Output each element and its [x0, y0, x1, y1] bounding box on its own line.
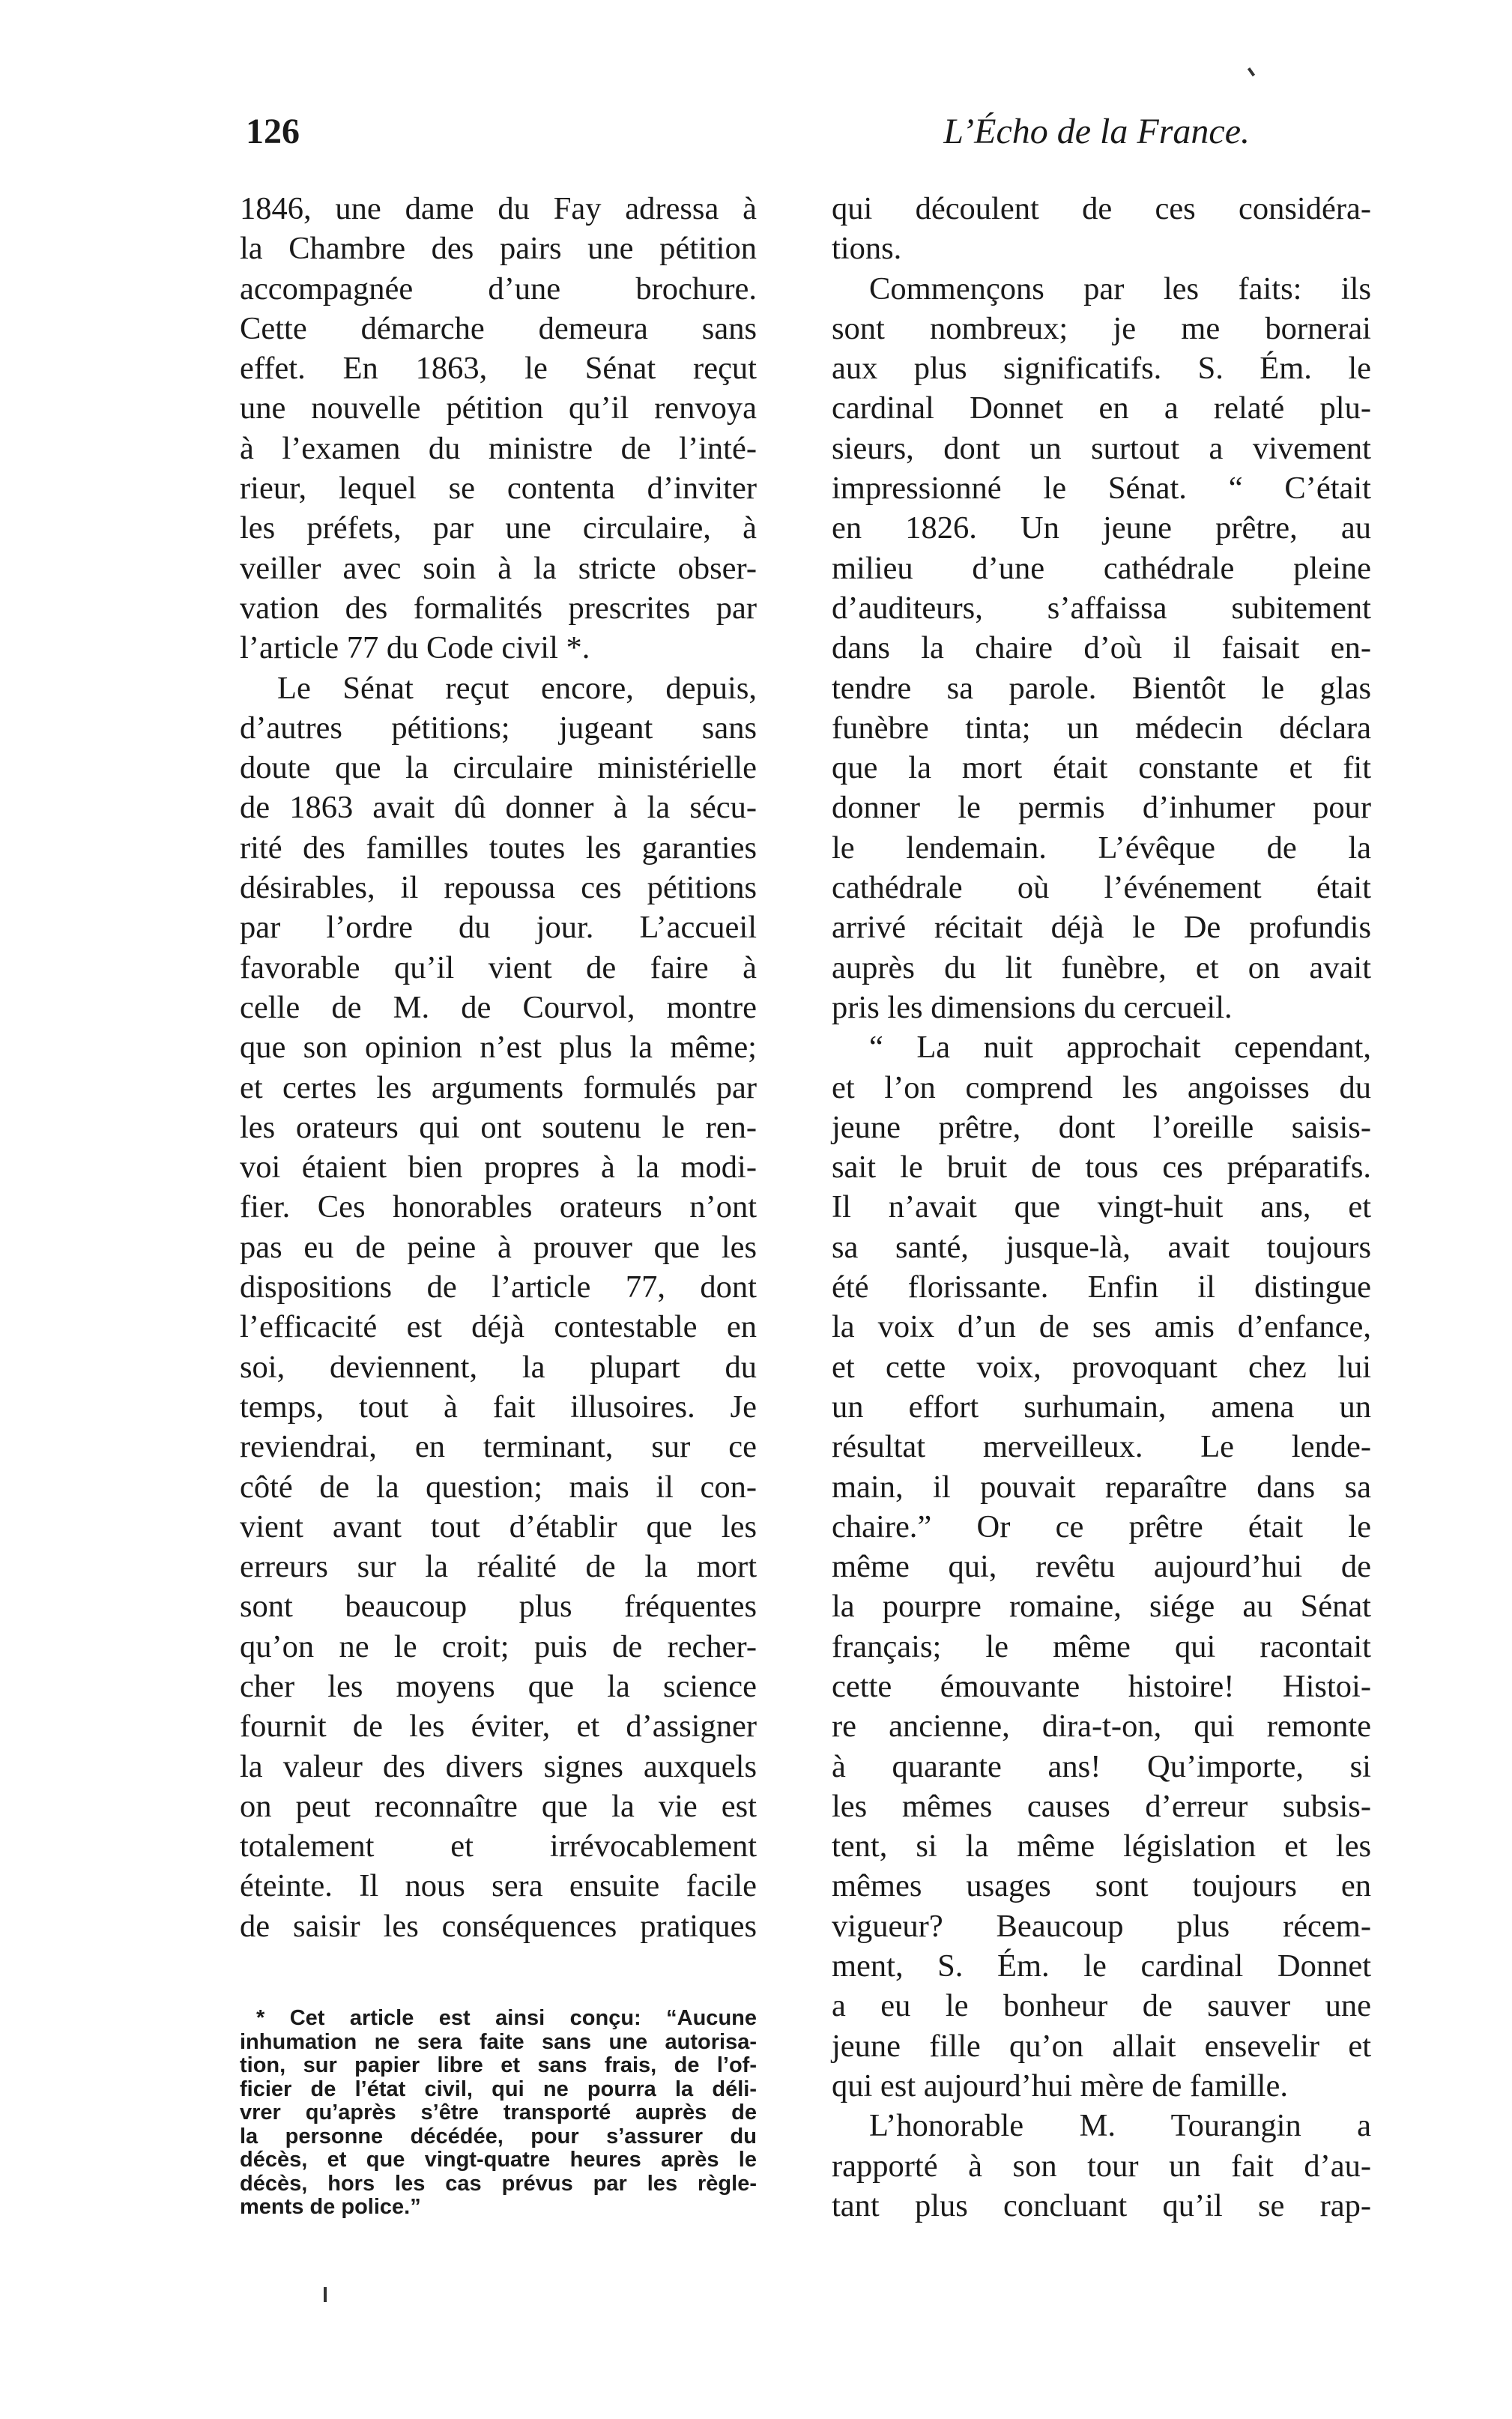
- text-line: les préfets, par une circulaire, à: [240, 510, 757, 546]
- text-line: sa santé, jusque-là, avait toujours: [832, 1229, 1371, 1265]
- text-line: résultat merveilleux. Le lende-: [832, 1429, 1371, 1465]
- text-line: l’article 77 du Code civil *.: [240, 630, 590, 666]
- text-line: une nouvelle pétition qu’il renvoya: [240, 390, 757, 426]
- text-line: on peut reconnaître que la vie est: [240, 1788, 757, 1824]
- text-line: et l’on comprend les angoisses du: [832, 1069, 1371, 1105]
- text-line: à quarante ans! Qu’importe, si: [832, 1748, 1371, 1784]
- footnote-line: ments de police.”: [240, 2195, 421, 2219]
- text-line: milieu d’une cathédrale pleine: [832, 550, 1371, 586]
- text-line: sait le bruit de tous ces préparatifs.: [832, 1150, 1371, 1186]
- text-line: de saisir les conséquences pratiques: [240, 1908, 757, 1944]
- text-line: doute que la circulaire ministérielle: [240, 750, 757, 786]
- text-line: fournit de les éviter, et d’assigner: [240, 1709, 757, 1745]
- text-line: de 1863 avait dû donner à la sécu-: [240, 790, 757, 826]
- text-line: tent, si la même législation et les: [832, 1828, 1371, 1864]
- text-line: Commençons par les faits: ils: [869, 271, 1371, 306]
- text-line: et certes les arguments formulés par: [240, 1069, 757, 1105]
- text-line: donner le permis d’inhumer pour: [832, 790, 1371, 826]
- footnote-line: décès, hors les cas prévus par les règle-: [240, 2171, 757, 2196]
- text-line: même qui, revêtu aujourd’hui de: [832, 1549, 1371, 1585]
- text-line: côté de la question; mais il con-: [240, 1469, 757, 1505]
- text-line: pris les dimensions du cercueil.: [832, 989, 1233, 1025]
- text-line: re ancienne, dira-t-on, qui remonte: [832, 1709, 1371, 1745]
- text-line: d’autres pétitions; jugeant sans: [240, 710, 757, 746]
- text-line: favorable qu’il vient de faire à: [240, 949, 757, 985]
- text-line: en 1826. Un jeune prêtre, au: [832, 510, 1371, 546]
- footnote: [240, 2007, 757, 2220]
- text-line: pas eu de peine à prouver que les: [240, 1229, 757, 1265]
- text-line: funèbre tinta; un médecin déclara: [832, 710, 1371, 746]
- scan-speck: [324, 2287, 327, 2302]
- text-line: vation des formalités prescrites par: [240, 590, 757, 626]
- text-line: a eu le bonheur de sauver une: [832, 1988, 1371, 2024]
- text-line: accompagnée d’une brochure.: [240, 271, 757, 306]
- text-line: effet. En 1863, le Sénat reçut: [240, 351, 757, 387]
- text-line: voi étaient bien propres à la modi-: [240, 1150, 757, 1186]
- text-line: vient avant tout d’établir que les: [240, 1509, 757, 1544]
- text-line: arrivé récitait déjà le De profundis: [832, 910, 1371, 946]
- left-column: [240, 189, 757, 1946]
- text-line: Il n’avait que vingt-huit ans, et: [832, 1189, 1371, 1225]
- text-line: sont nombreux; je me bornerai: [832, 310, 1371, 346]
- text-line: impressionné le Sénat. “ C’était: [832, 471, 1371, 507]
- text-line: Cette démarche demeura sans: [240, 310, 757, 346]
- text-line: les orateurs qui ont soutenu le ren-: [240, 1109, 757, 1145]
- text-line: rieur, lequel se contenta d’inviter: [240, 471, 757, 507]
- text-line: un effort surhumain, amena un: [832, 1389, 1371, 1425]
- text-line: 1846, une dame du Fay adressa à: [240, 191, 757, 226]
- footnote-line: inhumation ne sera faite sans une autorisa-: [240, 2029, 757, 2054]
- text-line: qui est aujourd’hui mère de famille.: [832, 2068, 1288, 2104]
- text-line: dispositions de l’article 77, dont: [240, 1269, 757, 1305]
- text-line: L’honorable M. Tourangin a: [869, 2108, 1371, 2144]
- text-line: dans la chaire d’où il faisait en-: [832, 630, 1371, 666]
- right-column: [832, 189, 1371, 2226]
- text-line: vigueur? Beaucoup plus récem-: [832, 1908, 1371, 1944]
- footnote-line: décès, et que vingt-quatre heures après le: [240, 2148, 757, 2172]
- text-line: “ La nuit approchait cependant,: [869, 1030, 1371, 1066]
- text-line: que son opinion n’est plus la même;: [240, 1030, 757, 1066]
- text-line: veiller avec soin à la stricte obser-: [240, 550, 757, 586]
- text-line: Le Sénat reçut encore, depuis,: [277, 670, 757, 706]
- text-line: sieurs, dont un surtout a vivement: [832, 430, 1371, 466]
- text-line: temps, tout à fait illusoires. Je: [240, 1389, 757, 1425]
- running-title: L’Écho de la France.: [943, 112, 1250, 151]
- text-line: ment, S. Ém. le cardinal Donnet: [832, 1948, 1371, 1984]
- running-header: [246, 111, 1250, 171]
- text-line: mêmes usages sont toujours en: [832, 1868, 1371, 1904]
- text-line: la voix d’un de ses amis d’enfance,: [832, 1309, 1371, 1345]
- footnote-line: la personne décédée, pour s’assurer du: [240, 2124, 757, 2148]
- text-line: l’efficacité est déjà contestable en: [240, 1309, 757, 1345]
- text-line: auprès du lit funèbre, et on avait: [832, 949, 1371, 985]
- text-line: chaire.” Or ce prêtre était le: [832, 1509, 1371, 1544]
- text-line: rapporté à son tour un fait d’au-: [832, 2148, 1371, 2184]
- text-line: la pourpre romaine, siége au Sénat: [832, 1589, 1371, 1625]
- footnote-line: vrer qu’après s’être transporté auprès de: [240, 2101, 757, 2124]
- text-line: désirables, il repoussa ces pétitions: [240, 870, 757, 906]
- text-line: et cette voix, provoquant chez lui: [832, 1349, 1371, 1385]
- text-line: rité des familles toutes les garanties: [240, 830, 757, 866]
- text-line: tions.: [832, 231, 902, 267]
- text-line: totalement et irrévocablement: [240, 1828, 757, 1864]
- text-line: à l’examen du ministre de l’inté-: [240, 430, 757, 466]
- text-line: aux plus significatifs. S. Ém. le: [832, 351, 1371, 387]
- text-line: sont beaucoup plus fréquentes: [240, 1589, 757, 1625]
- text-line: qui découlent de ces considéra-: [832, 191, 1371, 226]
- text-line: le lendemain. L’évêque de la: [832, 830, 1371, 866]
- text-line: tant plus concluant qu’il se rap-: [832, 2187, 1371, 2223]
- text-line: main, il pouvait reparaître dans sa: [832, 1469, 1371, 1505]
- text-line: par l’ordre du jour. L’accueil: [240, 910, 757, 946]
- text-line: la Chambre des pairs une pétition: [240, 231, 757, 267]
- text-line: que la mort était constante et fit: [832, 750, 1371, 786]
- text-line: cette émouvante histoire! Histoi-: [832, 1668, 1371, 1704]
- footnote-line: tion, sur papier libre et sans frais, de l’of-: [240, 2053, 757, 2077]
- text-line: reviendrai, en terminant, sur ce: [240, 1429, 757, 1465]
- text-line: la valeur des divers signes auxquels: [240, 1748, 757, 1784]
- text-line: fier. Ces honorables orateurs n’ont: [240, 1189, 757, 1225]
- text-line: cher les moyens que la science: [240, 1668, 757, 1704]
- footnote-line: * Cet article est ainsi conçu: “Aucune: [256, 2006, 757, 2030]
- text-line: soi, deviennent, la plupart du: [240, 1349, 757, 1385]
- text-line: jeune prêtre, dont l’oreille saisis-: [832, 1109, 1371, 1145]
- text-line: été florissante. Enfin il distingue: [832, 1269, 1371, 1305]
- text-line: tendre sa parole. Bientôt le glas: [832, 670, 1371, 706]
- page-number: 126: [246, 112, 300, 151]
- text-line: éteinte. Il nous sera ensuite facile: [240, 1868, 757, 1904]
- text-line: jeune fille qu’on allait ensevelir et: [832, 2028, 1371, 2064]
- text-line: d’auditeurs, s’affaissa subitement: [832, 590, 1371, 626]
- text-line: qu’on ne le croit; puis de recher-: [240, 1628, 757, 1664]
- text-line: les mêmes causes d’erreur subsis-: [832, 1788, 1371, 1824]
- text-line: cardinal Donnet en a relaté plu-: [832, 390, 1371, 426]
- text-line: français; le même qui racontait: [832, 1628, 1371, 1664]
- text-line: celle de M. de Courvol, montre: [240, 989, 757, 1025]
- scan-speck: [1248, 67, 1255, 76]
- footnote-line: ficier de l’état civil, qui ne pourra la déli-: [240, 2077, 757, 2101]
- text-line: erreurs sur la réalité de la mort: [240, 1549, 757, 1585]
- text-line: cathédrale où l’événement était: [832, 870, 1371, 906]
